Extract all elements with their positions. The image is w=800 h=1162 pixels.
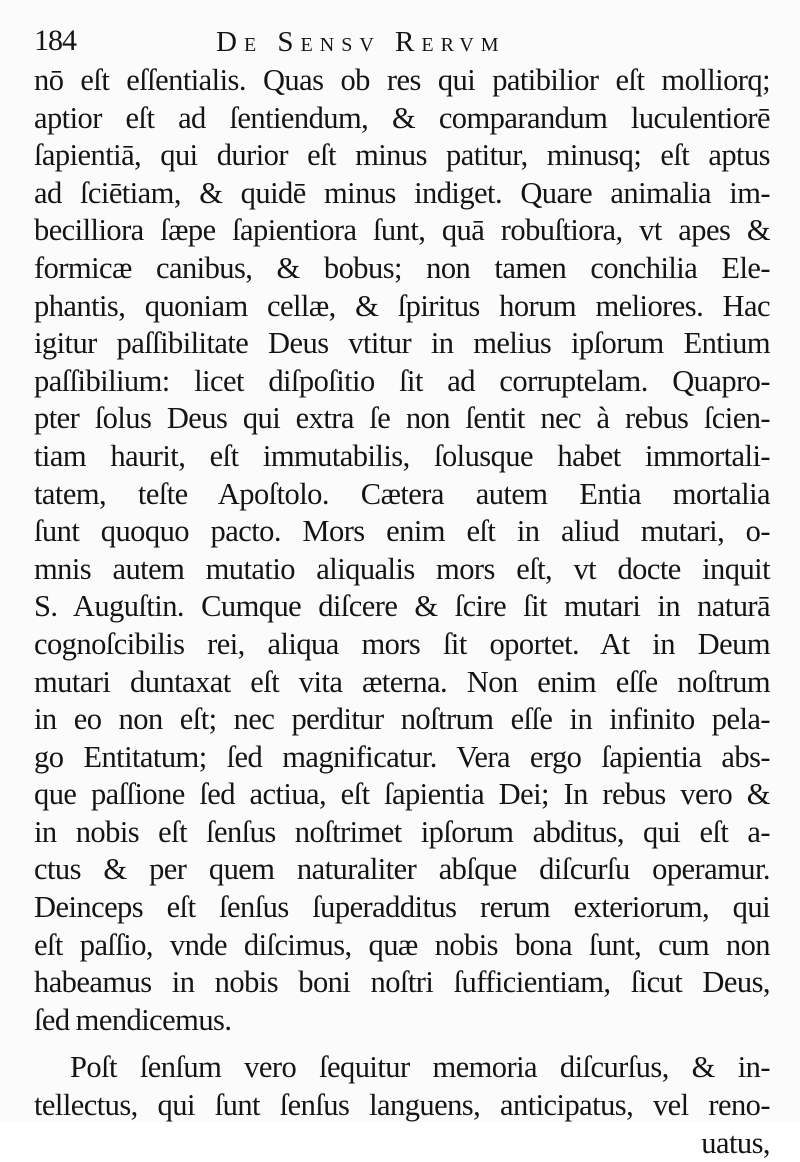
- text-line: ad ſciētiam, & quidē minus indiget. Quare animalia im-: [34, 175, 770, 210]
- paragraph-2: [34, 1049, 770, 1124]
- text-line: habeamus in nobis boni noſtri ſufficientiam, ſicut Deus,: [34, 965, 770, 1000]
- paragraph-gap: [34, 1039, 770, 1049]
- text-line: phantis, quoniam cellæ, & ſpiritus horum meliores. Hac: [34, 288, 770, 323]
- text-line: tellectus, qui ſunt ſenſus languens, anticipatus, vel reno-: [34, 1088, 770, 1123]
- text-line: que paſſione ſed actiua, eſt ſapientia Dei; In rebus vero &: [34, 777, 770, 812]
- catchword: uatus,: [701, 1125, 770, 1160]
- text-line: aptior eſt ad ſentiendum, & comparandum luculentiorē: [34, 100, 770, 135]
- text-line: in nobis eſt ſenſus noſtrimet ipſorum abditus, qui eſt a-: [34, 814, 770, 849]
- text-line: pter ſolus Deus qui extra ſe non ſentit nec à rebus ſcien-: [34, 401, 770, 436]
- text-line: S. Auguſtin. Cumque diſcere & ſcire ſit mutari in naturā: [34, 589, 770, 624]
- text-line: ſunt quoquo pacto. Mors enim eſt in aliud mutari, o-: [34, 514, 770, 549]
- text-line: cognoſcibilis rei, aliqua mors ſit oportet. At in Deum: [34, 626, 770, 661]
- page-number: 184: [34, 24, 76, 57]
- text-line: tatem, teſte Apoſtolo. Cætera autem Entia mortalia: [34, 476, 770, 511]
- text-line: tiam haurit, eſt immutabilis, ſolusque habet immortali-: [34, 438, 770, 473]
- text-line: mnis autem mutatio aliqualis mors eſt, vt docte inquit: [34, 551, 770, 586]
- text-line: ctus & per quem naturaliter abſque diſcurſu operamur.: [34, 852, 770, 887]
- text-line: Poſt ſenſum vero ſequitur memoria diſcurſus, & in-: [70, 1050, 770, 1085]
- paragraph-1: [34, 62, 770, 1039]
- text-line: ſapientiā, qui durior eſt minus patitur, minusq; eſt aptus: [34, 138, 770, 173]
- text-line: formicæ canibus, & bobus; non tamen conchilia Ele-: [34, 250, 770, 285]
- text-line: mutari duntaxat eſt vita æterna. Non enim eſſe noſtrum: [34, 664, 770, 699]
- text-line: becilliora ſæpe ſapientiora ſunt, quā robuſtiora, vt apes &: [34, 213, 770, 248]
- text-line: Deinceps eſt ſenſus ſuperadditus rerum exteriorum, qui: [34, 890, 770, 925]
- text-line: go Entitatum; ſed magnificatur. Vera ergo ſapientia abs-: [34, 739, 770, 774]
- text-line: in eo non eſt; nec perditur noſtrum eſſe in infinito pela-: [34, 702, 770, 737]
- text-line: paſſibilium: licet diſpoſitio ſit ad corruptelam. Quapro-: [34, 363, 770, 398]
- body-text: [34, 62, 770, 1162]
- text-line: ſed mendicemus.: [34, 1002, 232, 1037]
- text-line: igitur paſſibilitate Deus vtitur in melius ipſorum Entium: [34, 326, 770, 361]
- running-head: De Sensv Rervm: [216, 26, 506, 58]
- text-line: nō eſt eſſentialis. Quas ob res qui patibilior eſt molliorq;: [34, 63, 770, 97]
- page-header: [34, 18, 774, 62]
- text-line: eſt paſſio, vnde diſcimus, quæ nobis bona ſunt, cum non: [34, 927, 770, 962]
